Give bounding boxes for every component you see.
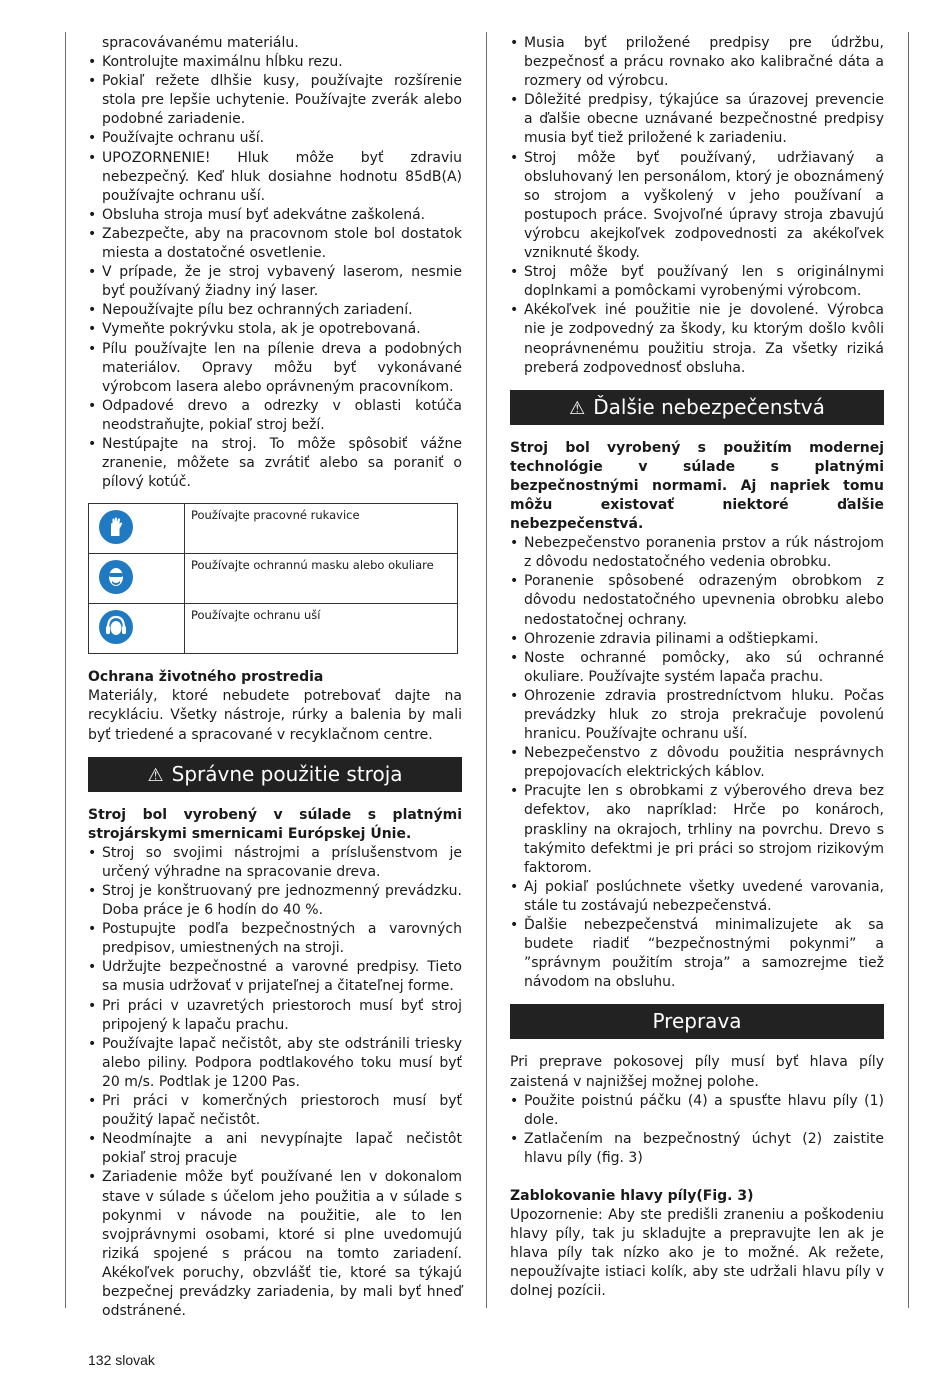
column-rule-middle (486, 32, 487, 1308)
list-item: • Ohrozenie zdravia pilinami a odštiepkami. (510, 630, 884, 649)
lock-title: Zablokovanie hlavy píly(Fig. 3) (510, 1187, 754, 1204)
section-header-other-hazards (510, 390, 884, 425)
ppe-text: Používajte ochrannú masku alebo okuliare (185, 554, 458, 604)
list-item: • Stroj so svojimi nástrojmi a príslušenstvom je určený výhradne na spracovanie dreva. (88, 844, 462, 882)
list-item: • Pracujte len s obrobkami z výberového dreva bez defektov, ako napríklad: Hrče po konároch, praskliny na okrajoch, trhliny na povrchu. Drevo s takýmito defektmi je pri práci so strojom rizikovým faktorom. (510, 782, 884, 877)
section-intro: Stroj bol vyrobený v súlade s platnými strojárskymi smernicami Európskej Únie. (88, 806, 462, 842)
list-item: • Noste ochranné pomôcky, ako sú ochranné okuliare. Používajte systém lapača prachu. (510, 649, 884, 687)
table-row (89, 554, 458, 604)
list-item: • Používajte lapač nečistôt, aby ste odstránili triesky alebo piliny. Podpora podtlakového toku musí byť 20 m/s. Podtlak je 1200 Pas. (88, 1035, 462, 1092)
list-item: • Odpadové drevo a odrezky v oblasti kotúča neodstraňujte, pokiaľ stroj beží. (88, 397, 462, 435)
face-mask-goggles-icon (99, 560, 133, 594)
section-title: Správne použitie stroja (171, 761, 403, 786)
list-item: • Stroj môže byť používaný, udržiavaný a obsluhovaný len personálom, ktorý je oboznámený so strojom a vyškolený v jeho používaní a postupoch práce. Svojvoľné úpravy stroja zbavujú výrobcu akejkoľvek zodpovednosti za akékoľvek vzniknuté škody. (510, 149, 884, 264)
list-item: • Kontrolujte maximálnu hĺbku rezu. (88, 53, 462, 72)
column-rule-left (65, 32, 66, 1308)
list-item: • Pílu používajte len na pílenie dreva a podobných materiálov. Opravy môžu byť vykonávané výrobcom lasera alebo oprávneným pracovníkom. (88, 340, 462, 397)
list-item: • Stroj je konštruovaný pre jednozmenný prevádzku. Doba práce je 6 hodín do 40 %. (88, 882, 462, 920)
list-item: • Vymeňte pokrývku stola, ak je opotrebovaná. (88, 320, 462, 339)
warning-icon: ⚠ (147, 764, 164, 786)
right-column (510, 34, 884, 1302)
list-item: • Obsluha stroja musí byť adekvátne zaškolená. (88, 206, 462, 225)
regulations-list (510, 34, 884, 378)
list-item: • Pri práci v uzavretých priestoroch musí byť stroj pripojený k lapaču prachu. (88, 997, 462, 1035)
list-item: • Postupujte podľa bezpečnostných a varovných predpisov, umiestnených na stroji. (88, 920, 462, 958)
list-item: • UPOZORNENIE! Hluk môže byť zdraviu nebezpečný. Keď hluk dosiahne hodnotu 85dB(A) používajte ochranu uší. (88, 149, 462, 206)
gloves-icon (99, 510, 133, 544)
ppe-table (88, 503, 458, 654)
list-item: • Dôležité predpisy, týkajúce sa úrazovej prevencie a ďalšie obecne uznávané bezpečnostné predpisy musia byť tiež priložené k zariadeniu. (510, 91, 884, 148)
proper-use-list (88, 844, 462, 1321)
list-item: • Nestúpajte na stroj. To môže spôsobiť vážne zranenie, môžete sa zvrátiť alebo sa poraniť o pílový kotúč. (88, 435, 462, 492)
env-title: Ochrana životného prostredia (88, 669, 324, 686)
hazards-list (510, 534, 884, 992)
section-header-proper-use (88, 757, 462, 792)
spacer (510, 1168, 884, 1187)
list-item: • Nebezpečenstvo poranenia prstov a rúk nástrojom z dôvodu nedostatočného vedenia obrobku. (510, 534, 884, 572)
list-item: • Musia byť priložené predpisy pre údržbu, bezpečnosť a prácu rovnako ako kalibračné dáta a rozmery od výrobcu. (510, 34, 884, 91)
lock-text: Upozornenie: Aby ste predišli zraneniu a poškodeniu hlavy píly, tak ju skladujte a prepravujte len ak je hlava píly tak nízko ako je to možné. Ak režete, nepoužívajte istiaci kolík, aby ste udržali hlavu píly v dolnej pozícii. (510, 1207, 884, 1300)
list-item: • Akékoľvek iné použitie nie je dovolené. Výrobca nie je zodpovedný za škody, ku ktorým došlo kvôli neoprávnenému použitiu stroja. Za všetky riziká preberá zodpovednosť obsluha. (510, 301, 884, 377)
ppe-text: Používajte pracovné rukavice (185, 504, 458, 554)
ear-protection-icon (99, 610, 133, 644)
transport-list (510, 1092, 884, 1168)
table-row (89, 604, 458, 654)
list-item: • Neodmínajte a ani nevypínajte lapač nečistôt pokiaľ stroj pracuje (88, 1130, 462, 1168)
continued-text: spracovávanému materiálu. (102, 35, 299, 51)
list-item: • Zatlačením na bezpečnostný úchyt (2) zaistite hlavu píly (fig. 3) (510, 1130, 884, 1168)
warning-icon: ⚠ (569, 397, 586, 419)
list-item: • Udržujte bezpečnostné a varovné predpisy. Tieto sa musia udržovať v prijateľnej a čitateľnej forme. (88, 958, 462, 996)
list-item: • Poranenie spôsobené odrazeným obrobkom z dôvodu nedostatočného upevnenia obrobku alebo nedostatočnej ochrany. (510, 572, 884, 629)
table-row (89, 504, 458, 554)
list-item: • Nepoužívajte pílu bez ochranných zariadení. (88, 301, 462, 320)
list-item: • Používajte ochranu uší. (88, 129, 462, 148)
list-item: • Pri práci v komerčných priestoroch musí byť použitý lapač nečistôt. (88, 1092, 462, 1130)
list-item: • Stroj môže byť používaný len s originálnymi doplnkami a pomôckami vyrobenými výrobcom. (510, 263, 884, 301)
list-item: • Nebezpečenstvo z dôvodu použitia nesprávnych prepojovacích elektrických káblov. (510, 744, 884, 782)
ppe-text: Používajte ochranu uší (185, 604, 458, 654)
list-item: • V prípade, že je stroj vybavený laserom, nesmie byť používaný žiadny iný laser. (88, 263, 462, 301)
list-item: • Zabezpečte, aby na pracovnom stole bol dostatok miesta a dostatočné osvetlenie. (88, 225, 462, 263)
safety-bullets-list (88, 53, 462, 492)
page-footer: 132 slovak (88, 1352, 155, 1368)
section-title: Ďalšie nebezpečenstvá (593, 394, 825, 419)
section-intro: Stroj bol vyrobený s použitím modernej technológie v súlade s platnými bezpečnostnými normami. Aj napriek tomu môžu existovať niektoré ďalšie nebezpečenstvá. (510, 439, 884, 533)
list-item: • Ohrozenie zdravia prostredníctvom hluku. Počas prevádzky hluk zo stroja prekračuje povolenú hranicu. Používajte ochranu uší. (510, 687, 884, 744)
transport-text: Pri preprave pokosovej píly musí byť hlava píly zaistená v najnižšej možnej polohe. (510, 1054, 884, 1090)
section-title: Preprava (652, 1009, 742, 1034)
section-header-transport (510, 1004, 884, 1039)
env-text: Materiály, ktoré nebudete potrebovať dajte na recykláciu. Všetky nástroje, rúrky a balenia by mali byť triedené a spracované v recyklačnom centre. (88, 688, 462, 743)
list-item: • Zariadenie môže byť používané len v dokonalom stave v súlade s účelom jeho použitia a v súlade s pokynmi v návode na použitie, ale to len svojprávnymi osobami, ktoré si plne uvedomujú riziká spojené s prácou na tomto zariadení. Akékoľvek poruchy, obzvlášť tie, ktoré sa týkajú bezpečnej prevádzky zariadenia, by mali byť hneď odstránené. (88, 1168, 462, 1321)
column-rule-right (908, 32, 909, 1308)
list-item: • Použite poistnú páčku (4) a spusťte hlavu píly (1) dole. (510, 1092, 884, 1130)
left-column (88, 34, 462, 1321)
list-item: • Pokiaľ režete dlhšie kusy, používajte rozšírenie stola pre lepšie uchytenie. Používajte zverák alebo podobné zariadenie. (88, 72, 462, 129)
list-item: • Aj pokiaľ poslúchnete všetky uvedené varovania, stále tu zostávajú nebezpečenstvá. (510, 878, 884, 916)
list-item: • Ďalšie nebezpečenstvá minimalizujete ak sa budete riadiť “bezpečnostnými pokynmi” a ”správnym použitím stroja” a samozrejme tiež návodom na obsluhu. (510, 916, 884, 992)
